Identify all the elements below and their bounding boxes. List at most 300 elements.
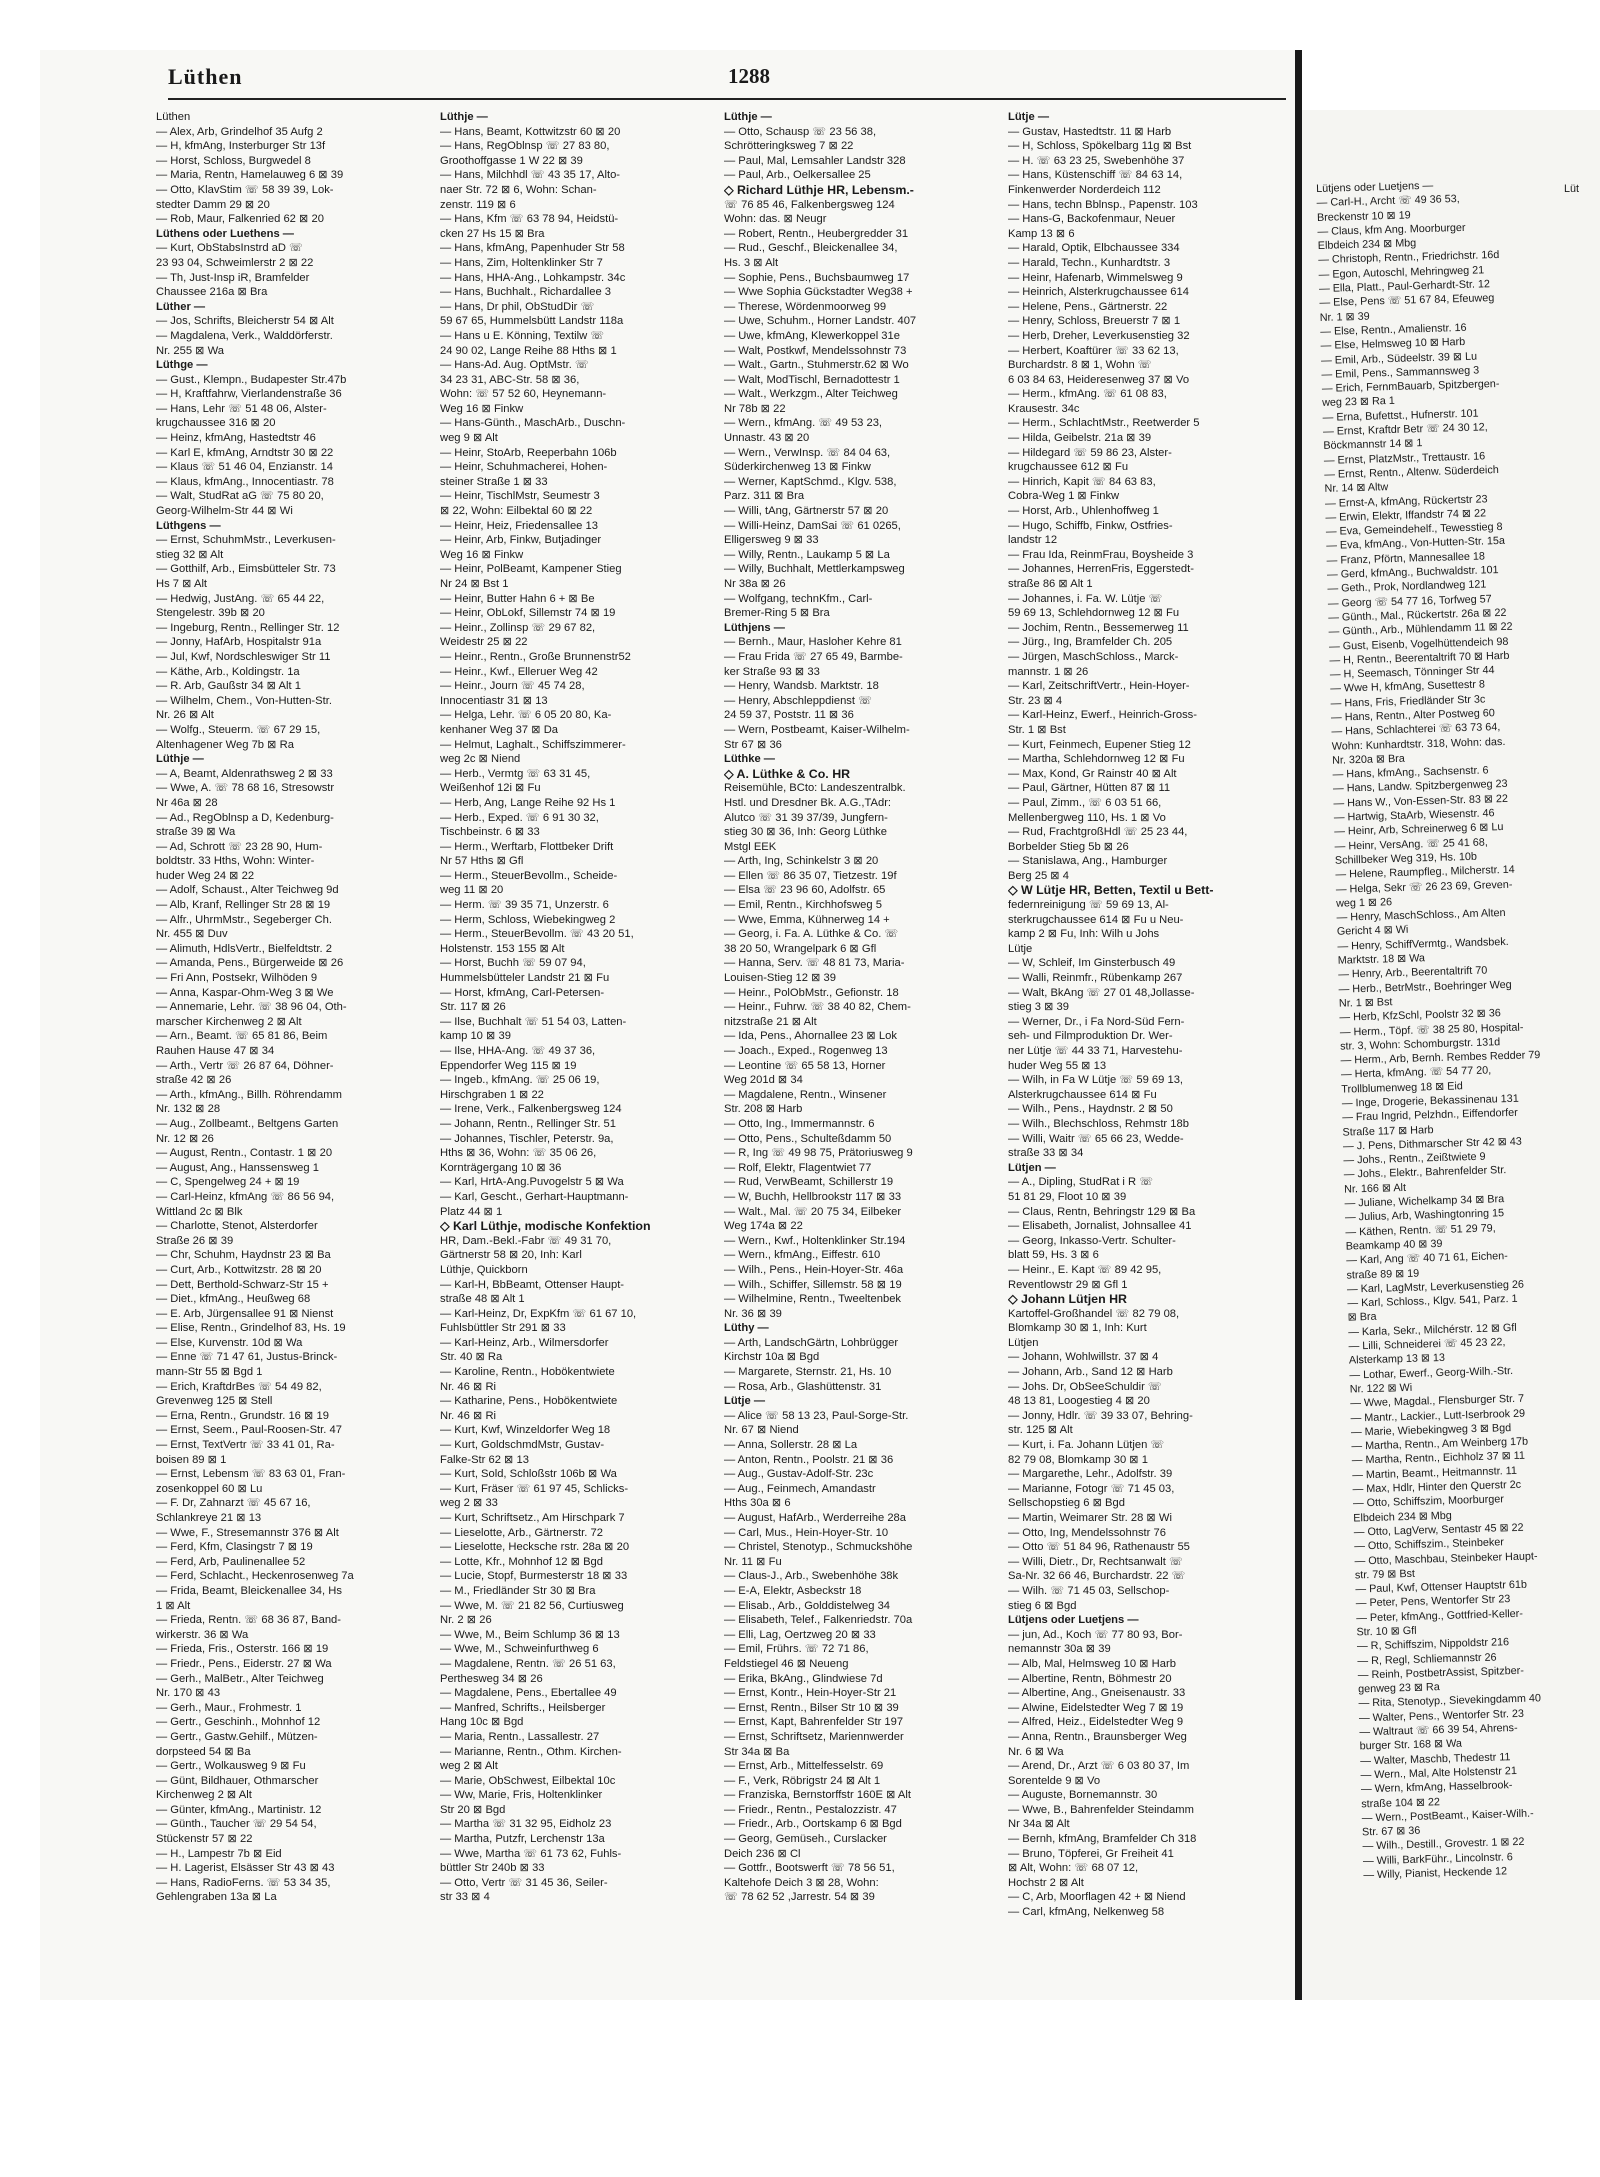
- directory-entry: — Gerh., Maur., Frohmestr. 1: [156, 1701, 302, 1714]
- surname-heading: Lüthje —: [440, 111, 488, 123]
- directory-entry: — Wwe, M., Beim Schlump 36 ⊠ 13: [440, 1628, 620, 1641]
- directory-entry: — Ernst, SchuhmMstr., Leverkusen-: [156, 534, 336, 547]
- surname-heading: Lüthje —: [156, 753, 204, 766]
- directory-entry: — Eva, Gemeindehelf., Tewesstieg 8: [1325, 521, 1503, 538]
- directory-entry: — Willi, tAng, Gärtnerstr 57 ⊠ 20: [724, 505, 889, 518]
- directory-entry: — Eva, kfmAng., Von-Hutten-Str. 15a: [1326, 535, 1506, 553]
- directory-entry: — Ernst, Rentn., Altenw. Süderdeich: [1324, 463, 1499, 481]
- directory-entry: — Otto, Pens., Schulteßdamm 50: [724, 1132, 892, 1145]
- directory-entry: — Heinz, kfmAng, Hastedtstr 46: [156, 432, 316, 445]
- directory-entry: — Erika, BkAng., Glindwiese 7d: [724, 1672, 883, 1685]
- firm-entry: ◇ W Lütje HR, Betten, Textil u Bett-: [1008, 883, 1214, 898]
- surname-heading: Lüthy —: [724, 1322, 769, 1335]
- directory-entry: cken 27 Hs 15 ⊠ Bra: [440, 227, 545, 240]
- directory-entry: — Enne ☏ 71 47 61, Justus-Brinck-: [156, 1351, 338, 1364]
- directory-entry: 48 13 81, Loogestieg 4 ⊠ 20: [1008, 1395, 1150, 1408]
- directory-entry: weg 2 ⊠ 33: [440, 1497, 498, 1510]
- directory-entry: — Friedr., Arb., Oortskamp 6 ⊠ Bgd: [724, 1818, 902, 1831]
- directory-entry: — Ferd, Arb, Paulinenallee 52: [156, 1555, 306, 1568]
- directory-entry: straße 104 ⊠ 22: [1361, 1795, 1441, 1810]
- directory-entry: — Johann, Rentn., Rellinger Str. 51: [440, 1117, 616, 1130]
- directory-entry: — August, HafArb., Werderreihe 28a: [724, 1512, 906, 1524]
- directory-entry: Lüt: [1564, 183, 1580, 195]
- directory-entry: — Emil, Rentn., Kirchhofsweg 5: [724, 899, 882, 912]
- directory-entry: Eppendorfer Weg 115 ⊠ 19: [440, 1059, 577, 1072]
- directory-entry: Str. 67 ⊠ 36: [1361, 1824, 1421, 1839]
- directory-entry: — Horst, Arb., Uhlenhoffweg 1: [1008, 505, 1159, 518]
- directory-entry: — Herm., Töpf. ☏ 38 25 80, Hospital-: [1339, 1021, 1524, 1039]
- directory-entry: — Ellen ☏ 86 35 07, Tietzestr. 19f: [724, 869, 897, 882]
- directory-entry: — Günter, kfmAng., Martinistr. 12: [156, 1803, 322, 1816]
- directory-entry: — Hans, Rentn., Alter Postweg 60: [1330, 707, 1495, 724]
- directory-entry: — Johann, Wohlwillstr. 37 ⊠ 4: [1008, 1351, 1159, 1364]
- directory-entry: — Karl-Heinz, Ewerf., Heinrich-Gross-: [1008, 709, 1197, 722]
- directory-entry: — Hans-Günth., MaschArb., Duschn-: [440, 417, 626, 430]
- directory-entry: stieg 30 ⊠ 36, Inh: Georg Lüthke: [724, 826, 887, 839]
- directory-entry: — Friedr., Rentn., Pestalozzistr. 47: [724, 1803, 897, 1816]
- directory-entry: Georg-Wilhelm-Str 44 ⊠ Wi: [156, 505, 293, 518]
- directory-entry: Wittland 2c ⊠ Blk: [156, 1205, 243, 1218]
- directory-entry: Unnastr. 43 ⊠ 20: [724, 432, 810, 445]
- directory-entry: — Alimuth, HdlsVertr., Bielfeldtstr. 2: [156, 942, 332, 955]
- directory-entry: — Emil, Frührs. ☏ 72 71 86,: [724, 1643, 869, 1656]
- directory-entry: — Jos, Schrifts, Bleicherstr 54 ⊠ Alt: [156, 315, 334, 328]
- directory-entry: — Arth, Ing, Schinkelstr 3 ⊠ 20: [724, 855, 879, 868]
- directory-entry: — Wwe, Magdal., Flensburger Str. 7: [1349, 1392, 1525, 1410]
- directory-entry: — Klaus ☏ 51 46 04, Enzianstr. 14: [156, 461, 333, 474]
- directory-entry: — Inge, Drogerie, Bekassinenau 131: [1341, 1092, 1519, 1110]
- directory-entry: zenstr. 119 ⊠ 6: [440, 198, 516, 211]
- directory-entry: — Otto, Schausp ☏ 23 56 38,: [724, 125, 877, 138]
- directory-entry: — Geth., Prok, Nordlandweg 121: [1327, 578, 1487, 596]
- directory-entry: Weg 16 ⊠ Finkw: [440, 402, 524, 415]
- directory-entry: Alsterkrugchaussee 614 ⊠ Fu: [1008, 1088, 1157, 1101]
- directory-entry: — Carl, Mus., Hein-Hoyer-Str. 10: [724, 1526, 889, 1539]
- directory-entry: — Walt., Werkzgm., Alter Teichweg: [724, 388, 898, 401]
- directory-entry: Nr. 320a ⊠ Bra: [1331, 752, 1405, 767]
- directory-entry: Nr. 46 ⊠ Ri: [440, 1409, 497, 1422]
- directory-entry: — Th, Just-Insp iR, Bramfelder: [156, 271, 310, 284]
- directory-entry: Feldstiegel 46 ⊠ Neueng: [724, 1657, 849, 1670]
- directory-entry: — Claus, Rentn, Behringstr 129 ⊠ Ba: [1008, 1205, 1196, 1218]
- directory-entry: Hirschgraben 1 ⊠ 22: [440, 1088, 544, 1101]
- directory-entry: — Wwe Sophia Gückstadter Weg38 +: [724, 286, 913, 299]
- directory-entry: — Wwe H, kfmAng, Susettestr 8: [1329, 678, 1486, 696]
- directory-entry: Louisen-Stieg 12 ⊠ 39: [724, 972, 837, 985]
- directory-entry: — Gertr., Gastw.Gehilf., Mützen-: [156, 1730, 318, 1743]
- directory-entry: — Jonny, Hdlr. ☏ 39 33 07, Behring-: [1008, 1409, 1193, 1422]
- directory-entry: — Gertr., Geschinh., Mohnhof 12: [156, 1716, 321, 1729]
- directory-entry: — Max, Kond, Gr Rainstr 40 ⊠ Alt: [1008, 767, 1177, 780]
- directory-entry: Altenhagener Weg 7b ⊠ Ra: [156, 738, 294, 751]
- directory-entry: — H, Kraftfahrw, Vierlandenstraße 36: [156, 388, 342, 401]
- directory-entry: Falke-Str 62 ⊠ 13: [440, 1453, 529, 1466]
- directory-entry: büttler Str 240b ⊠ 33: [440, 1862, 545, 1875]
- directory-entry: Nr. 14 ⊠ Altw: [1324, 481, 1389, 496]
- directory-entry: — Heinr, Schuhmacherei, Hohen-: [440, 461, 608, 474]
- directory-entry: — Günth., Mal., Rückertstr. 26a ⊠ 22: [1328, 606, 1507, 624]
- directory-entry: — Horst, kfmAng, Carl-Petersen-: [440, 986, 605, 999]
- directory-entry: federnreinigung ☏ 59 69 13, Al-: [1008, 899, 1169, 912]
- directory-entry: — Georg ☏ 54 77 16, Torfweg 57: [1327, 592, 1492, 610]
- directory-entry: — Lucie, Stopf, Burmesterstr 18 ⊠ 33: [440, 1570, 628, 1583]
- directory-entry: — Rolf, Elektr, Flagentwiet 77: [724, 1161, 872, 1174]
- directory-entry: — Anna, Sollerstr. 28 ⊠ La: [724, 1439, 858, 1452]
- directory-entry: ☏ 78 62 52 ,Jarrestr. 54 ⊠ 39: [724, 1891, 875, 1904]
- directory-entry: — Willy, Rentn., Laukamp 5 ⊠ La: [724, 548, 890, 561]
- directory-entry: — Franziska, Bernstorffstr 160E ⊠ Alt: [724, 1789, 911, 1802]
- directory-entry: — Otto, Maschbau, Steinbeker Haupt-: [1354, 1549, 1538, 1567]
- directory-entry: — Martha, Putzfr, Lerchenstr 13a: [440, 1833, 605, 1846]
- directory-entry: — Heinr, VersAng. ☏ 25 41 68,: [1334, 836, 1489, 853]
- directory-entry: marscher Kirchenweg 2 ⊠ Alt: [156, 1015, 302, 1028]
- surname-heading: Lüthens oder Luethens —: [156, 227, 294, 240]
- directory-entry: — Aug., Feinmech, Amandastr: [724, 1482, 876, 1495]
- directory-entry: — Werner, KaptSchmd., Klgv. 538,: [724, 475, 897, 488]
- directory-entry: — Frieda, Fris., Osterstr. 166 ⊠ 19: [156, 1643, 329, 1656]
- directory-entry: — Hans-Ad. Aug. OptMstr. ☏: [440, 359, 589, 372]
- directory-entry: ☏ 76 85 46, Falkenbergsweg 124: [724, 198, 895, 211]
- directory-entry: — Uwe, Schuhm., Horner Landstr. 407: [724, 315, 917, 328]
- directory-entry: Lütje: [1008, 942, 1033, 955]
- directory-entry: Böckmannstr 14 ⊠ 1: [1323, 437, 1423, 453]
- directory-entry: straße 89 ⊠ 19: [1346, 1267, 1420, 1282]
- directory-entry: huder Weg 24 ⊠ 22: [156, 869, 255, 882]
- running-head: Lüthen: [168, 64, 243, 89]
- firm-entry: ◇ Richard Lüthje HR, Lebensm.-: [724, 182, 914, 197]
- directory-entry: — Therese, Wördenmoorweg 99: [724, 300, 887, 313]
- directory-entry: — Karoline, Rentn., Hobökentwiete: [440, 1366, 615, 1379]
- directory-entry: Str 20 ⊠ Bgd: [440, 1803, 506, 1816]
- directory-entry: kamp 10 ⊠ 39: [440, 1030, 511, 1043]
- directory-entry: Rauhen Hause 47 ⊠ 34: [156, 1045, 275, 1057]
- facing-page-edge: [1302, 110, 1600, 2000]
- directory-entry: — A., Dipling, StudRat i R ☏: [1008, 1176, 1154, 1189]
- directory-entry: — Ernst, Seem., Paul-Roosen-Str. 47: [156, 1424, 342, 1437]
- directory-entry: weg 2 ⊠ Alt: [440, 1760, 498, 1773]
- directory-entry: — Herbert, Koaftürer ☏ 33 62 13,: [1008, 344, 1179, 357]
- directory-entry: — Alice ☏ 58 13 23, Paul-Sorge-Str.: [724, 1409, 909, 1422]
- surname-heading: Lüthge —: [156, 359, 208, 372]
- directory-entry: Nr. 1 ⊠ 39: [1319, 310, 1370, 324]
- directory-entry: Nr. 170 ⊠ 43: [156, 1687, 221, 1700]
- directory-entry: — Herm., SteuerBevollm., Scheide-: [440, 869, 618, 882]
- directory-entry: — Ilse, Buchhalt ☏ 51 54 03, Latten-: [440, 1015, 627, 1028]
- directory-entry: Hang 10c ⊠ Bgd: [440, 1716, 524, 1729]
- directory-entry: — Otto, Ing., Immermannstr. 6: [724, 1117, 875, 1130]
- directory-entry: — Heinr., Journ ☏ 45 74 28,: [440, 680, 585, 693]
- directory-entry: — Irene, Verk., Falkenbergsweg 124: [440, 1103, 622, 1116]
- directory-entry: — Heinr, Arb, Finkw, Butjadinger: [440, 534, 602, 547]
- directory-entry: Holstenstr. 153 155 ⊠ Alt: [440, 942, 565, 955]
- surname-heading: Lütjen —: [1008, 1161, 1056, 1174]
- directory-entry: — Wilhelm, Chem., Von-Hutten-Str.: [156, 694, 332, 707]
- directory-entry: — Karla, Sekr., Milchérstr. 12 ⊠ Gfl: [1347, 1321, 1517, 1339]
- directory-entry: — Chr, Schuhm, Haydnstr 23 ⊠ Ba: [156, 1249, 331, 1262]
- directory-entry: — Walli, Reinmfr., Rübenkamp 267: [1008, 972, 1183, 985]
- directory-entry: — Wern, kfmAng, Hasselbrook-: [1360, 1779, 1513, 1796]
- directory-entry: — Hans, Zim, Holtenklinker Str 7: [440, 256, 603, 269]
- directory-entry: — Hans, techn Bblnsp., Papenstr. 103: [1008, 198, 1198, 211]
- header-rule: [168, 98, 1286, 100]
- directory-entry: — Ella, Platt., Paul-Gerhardt-Str. 12: [1318, 278, 1491, 296]
- directory-entry: — Dett, Berthold-Schwarz-Str 15 +: [156, 1278, 329, 1291]
- directory-entry: — Hans, Schlachterei ☏ 63 73 64,: [1331, 721, 1501, 739]
- directory-entry: — Kurt, ObStabsInstrd aD ☏: [156, 242, 304, 255]
- directory-entry: — Elli, Lag, Oertzweg 20 ⊠ 33: [724, 1628, 876, 1641]
- directory-entry: — Kurt, Fräser ☏ 61 97 45, Schlicks-: [440, 1482, 629, 1495]
- directory-entry: — Paul, Arb., Oelkersallee 25: [724, 169, 871, 182]
- directory-entry: — Käthe, Arb., Koldingstr. 1a: [156, 665, 300, 678]
- directory-entry: — Henry, Abschleppdienst ☏: [724, 694, 873, 707]
- directory-entry: — Wwe, B., Bahrenfelder Steindamm: [1008, 1803, 1194, 1816]
- directory-entry: mann-Str 55 ⊠ Bgd 1: [156, 1366, 263, 1379]
- directory-entry: Reventlowstr 29 ⊠ Gfl 1: [1008, 1278, 1128, 1291]
- directory-entry: — Curt, Arb., Kottwitzstr. 28 ⊠ 20: [156, 1263, 322, 1276]
- directory-entry: — Helmut, Laghalt., Schiffszimmerer-: [440, 738, 626, 751]
- directory-entry: — Otto, LagVerw, Sentastr 45 ⊠ 22: [1353, 1521, 1524, 1539]
- directory-entry: — Christoph, Rentn., Friedrichstr. 16d: [1318, 249, 1500, 267]
- directory-entry: — Joach., Exped., Rogenweg 13: [724, 1045, 888, 1057]
- directory-entry: HR, Dam.-Bekl.-Fabr ☏ 49 31 70,: [440, 1234, 612, 1247]
- directory-entry: — Marie, ObSchwest, Eilbektal 10c: [440, 1774, 616, 1787]
- directory-entry: — Walter, Pens., Wentorfer Str. 23: [1358, 1707, 1525, 1725]
- directory-entry: Kirchstr 10a ⊠ Bgd: [724, 1351, 820, 1364]
- surname-heading: Lüthke —: [724, 753, 775, 766]
- directory-entry: Str. 10 ⊠ Gfl: [1356, 1624, 1417, 1639]
- directory-entry: — Frau Ingrid, Pelzhdn., Eiffendorfer: [1341, 1107, 1518, 1124]
- directory-entry: stieg 3 ⊠ 39: [1008, 1001, 1069, 1014]
- directory-entry: weg 11 ⊠ 20: [440, 884, 504, 897]
- directory-entry: Hs. 3 ⊠ Alt: [724, 256, 779, 269]
- directory-entry: — Carl-H., Archt ☏ 49 36 53,: [1316, 193, 1460, 210]
- directory-entry: — Hartwig, StaArb, Wiesenstr. 46: [1333, 807, 1495, 824]
- directory-entry: Borbelder Stieg 5b ⊠ 26: [1008, 840, 1129, 853]
- directory-entry: Str. 40 ⊠ Ra: [440, 1351, 503, 1364]
- directory-entry: — Gerd, kfmAng., Buchwaldstr. 101: [1326, 564, 1499, 581]
- directory-entry: straße 86 ⊠ Alt 1: [1008, 578, 1093, 590]
- directory-entry: — Erich, FernmBauarb, Spitzbergen-: [1321, 378, 1500, 396]
- directory-entry: — Martha, Rentn., Eichholz 37 ⊠ 11: [1351, 1450, 1526, 1467]
- directory-entry: Süderkirchenweg 13 ⊠ Finkw: [724, 461, 871, 474]
- directory-entry: — Herb., BetrMstr., Boehringer Weg: [1338, 978, 1512, 996]
- directory-entry: — Arn., Beamt. ☏ 65 81 86, Beim: [156, 1030, 328, 1043]
- directory-entry: — Gustav, Hastedtstr. 11 ⊠ Harb: [1008, 125, 1172, 138]
- directory-entry: — Reinh, PostbetrAssist, Spitzber-: [1357, 1664, 1525, 1682]
- directory-entry: — Herm., Arb, Bernh. Rembes Redder 79: [1340, 1049, 1541, 1067]
- directory-entry: — Herm., kfmAng. ☏ 61 08 83,: [1008, 388, 1167, 401]
- directory-entry: — Rob, Maur, Falkenried 62 ⊠ 20: [156, 213, 324, 226]
- directory-entry: — Hans, RegOblnsp ☏ 27 83 80,: [440, 140, 610, 153]
- directory-entry: — Kurt, i. Fa. Johann Lütjen ☏: [1008, 1439, 1165, 1452]
- directory-entry: — Mantr., Lackier., Lutt-Iserbrook 29: [1350, 1407, 1526, 1425]
- directory-columns: [156, 110, 1291, 1990]
- directory-entry: — W, Buchh, Hellbrookstr 117 ⊠ 33: [724, 1190, 902, 1203]
- directory-entry: — Arth, LandschGärtn, Lohbrügger: [724, 1336, 899, 1349]
- directory-entry: Trollblumenweg 18 ⊠ Eid: [1341, 1079, 1463, 1096]
- page-header: [168, 64, 1286, 94]
- directory-entry: Fuhlsbüttler Str 291 ⊠ 33: [440, 1322, 566, 1335]
- directory-entry: — Henry, Schloss, Breuerstr 7 ⊠ 1: [1008, 315, 1181, 328]
- directory-entry: Kirchenweg 2 ⊠ Alt: [156, 1789, 252, 1802]
- directory-entry: — Karl-H, BbBeamt, Ottenser Haupt-: [440, 1278, 625, 1291]
- directory-entry: — Heinr, TischlMstr, Seumestr 3: [440, 490, 600, 503]
- directory-entry: Straße 117 ⊠ Harb: [1342, 1123, 1434, 1139]
- directory-entry: nitzstraße 21 ⊠ Alt: [724, 1015, 817, 1028]
- firm-entry: ◇ Karl Lüthje, modische Konfektion: [440, 1219, 651, 1234]
- directory-entry: — H. Lagerist, Elsässer Str 43 ⊠ 43: [156, 1862, 335, 1875]
- directory-entry: Nr. 67 ⊠ Niend: [724, 1424, 799, 1437]
- directory-entry: Nr. 11 ⊠ Fu: [724, 1555, 782, 1568]
- directory-entry: — Rud., Geschf., Bleickenallee 34,: [724, 242, 898, 255]
- directory-entry: — Bruno, Töpferei, Gr Freiheit 41: [1008, 1847, 1174, 1860]
- directory-entry: — Werner, Dr., i Fa Nord-Süd Fern-: [1008, 1015, 1185, 1028]
- directory-entry: — Ernst, Rentn., Bilser Str 10 ⊠ 39: [724, 1701, 899, 1714]
- directory-entry: Nr. 12 ⊠ 26: [156, 1132, 214, 1145]
- directory-entry: — H, Schloss, Spökelbarg 11g ⊠ Bst: [1008, 140, 1192, 153]
- directory-entry: — Helene, Raumpfleg., Milcherstr. 14: [1335, 863, 1515, 881]
- directory-entry: — Henry, Arb., Beerentaltrift 70: [1337, 964, 1488, 982]
- directory-entry: — Ernst, Kraftdr Betr ☏ 24 30 12,: [1322, 421, 1488, 438]
- directory-entry: — Frida, Beamt, Bleickenallee 34, Hs: [156, 1584, 342, 1597]
- directory-entry: Tischbeinstr. 6 ⊠ 33: [440, 826, 540, 839]
- directory-entry: landstr 12: [1008, 534, 1058, 547]
- directory-entry: straße 39 ⊠ Wa: [156, 826, 236, 839]
- directory-entry: Nr 38a ⊠ 26: [724, 578, 786, 590]
- directory-entry: — Claus, kfm Ang. Moorburger: [1317, 221, 1466, 238]
- directory-entry: — R, Ing ☏ 49 98 75, Prätoriusweg 9: [724, 1147, 913, 1160]
- directory-entry: Kamp 13 ⊠ 6: [1008, 227, 1075, 240]
- directory-entry: kenhaner Weg 37 ⊠ Da: [440, 723, 559, 736]
- directory-entry: Nr. 166 ⊠ Alt: [1343, 1181, 1407, 1196]
- directory-entry: Alutco ☏ 31 39 37/39, Jungfern-: [724, 811, 888, 824]
- directory-entry: — Hans u E. Könning, Textilw ☏: [440, 329, 605, 342]
- directory-entry: — C, Arb, Moorflagen 42 + ⊠ Niend: [1008, 1891, 1186, 1904]
- directory-entry: Str. 208 ⊠ Harb: [724, 1103, 803, 1116]
- directory-entry: — Adolf, Schaust., Alter Teichweg 9d: [156, 884, 339, 897]
- directory-entry: — Marianne, Fotogr ☏ 71 45 03,: [1008, 1482, 1175, 1495]
- directory-entry: — Walt., Gartn., Stuhmerstr.62 ⊠ Wo: [724, 359, 909, 372]
- directory-entry: — Franz, Pförtn, Mannesallee 18: [1326, 550, 1486, 567]
- directory-entry: — Heinr., Zollinsp ☏ 29 67 82,: [440, 621, 596, 634]
- directory-entry: Schrötteringksweg 7 ⊠ 22: [724, 140, 854, 153]
- directory-entry: Weißenhof 12i ⊠ Fu: [440, 782, 541, 795]
- directory-entry: ⊠ 22, Wohn: Eilbektal 60 ⊠ 22: [440, 505, 593, 518]
- directory-entry: Lütjen: [1008, 1336, 1039, 1349]
- directory-entry: — Hans, Buchhalt., Richardallee 3: [440, 286, 612, 299]
- directory-entry: 38 20 50, Wrangelpark 6 ⊠ Gfl: [724, 942, 877, 955]
- directory-entry: weg 23 ⊠ Ra 1: [1322, 395, 1395, 410]
- directory-entry: — Heinr, Arb, Schreinerweg 6 ⊠ Lu: [1333, 821, 1504, 839]
- surname-heading: Lütjens oder Luetjens —: [1008, 1614, 1139, 1627]
- directory-entry: Hstl. und Dresdner Bk. A.G.,TAdr:: [724, 796, 892, 809]
- directory-entry: — Lotte, Kfr., Mohnhof 12 ⊠ Bgd: [440, 1555, 603, 1568]
- directory-entry: Lüthen: [156, 111, 191, 123]
- directory-entry: — Charlotte, Stenot, Alsterdorfer: [156, 1220, 318, 1233]
- directory-entry: — Walt, ModTischl, Bernadottestr 1: [724, 373, 900, 386]
- directory-entry: Nr 24 ⊠ Bst 1: [440, 578, 509, 590]
- directory-entry: Str. 1 ⊠ Bst: [1008, 723, 1066, 736]
- directory-entry: Str 34a ⊠ Ba: [724, 1745, 790, 1758]
- directory-entry: — Paul, Mal, Lemsahler Landstr 328: [724, 154, 906, 167]
- directory-entry: — Günt, Bildhauer, Othmarscher: [156, 1774, 319, 1787]
- directory-entry: — Elise, Rentn., Grindelhof 83, Hs. 19: [156, 1322, 346, 1335]
- directory-entry: — Johs., Rentn., Zeißtwiete 9: [1343, 1150, 1486, 1167]
- directory-entry: — Paul, Gärtner, Hütten 87 ⊠ 11: [1008, 782, 1171, 795]
- directory-entry: — Herm. ☏ 39 35 71, Unzerstr. 6: [440, 899, 609, 912]
- directory-column-2: [440, 110, 712, 1990]
- directory-entry: — Manfred, Schrifts., Heilsberger: [440, 1701, 606, 1714]
- directory-entry: — Hilda, Geibelstr. 21a ⊠ 39: [1008, 432, 1152, 445]
- directory-entry: — Maria, Rentn., Lassallestr. 27: [440, 1730, 600, 1743]
- directory-entry: — Ingeb., kfmAng. ☏ 25 06 19,: [440, 1074, 600, 1087]
- directory-entry: — Erna, Bufettst., Hufnerstr. 101: [1322, 407, 1479, 424]
- directory-entry: — Wilh., Schiffer, Sillemstr. 58 ⊠ 19: [724, 1278, 902, 1291]
- directory-entry: — Herb., Vermtg ☏ 63 31 45,: [440, 767, 591, 780]
- directory-entry: — Marianne, Rentn., Othm. Kirchen-: [440, 1745, 622, 1758]
- directory-entry: — Max, Hdlr, Hinter den Querstr 2c: [1352, 1478, 1522, 1496]
- directory-entry: — Karl, Schloss., Klgv. 541, Parz. 1: [1347, 1292, 1518, 1310]
- directory-entry: — F., Verk, Röbrigstr 24 ⊠ Alt 1: [724, 1774, 881, 1787]
- directory-entry: — Jul, Kwf, Nordschleswiger Str 11: [156, 650, 331, 663]
- directory-entry: — Ernst, Lebensm ☏ 83 63 01, Fran-: [156, 1468, 346, 1481]
- directory-entry: str. 125 ⊠ Alt: [1008, 1424, 1073, 1437]
- directory-entry: — Walt., Mal. ☏ 20 75 34, Eilbeker: [724, 1205, 902, 1218]
- directory-entry: — Heinr, ObLokf, Sillemstr 74 ⊠ 19: [440, 607, 616, 620]
- directory-entry: — Albertine, Rentn, Böhmestr 20: [1008, 1672, 1172, 1685]
- directory-entry: — Wilh., Destill., Grovestr. 1 ⊠ 22: [1362, 1836, 1525, 1853]
- directory-entry: Marktstr. 18 ⊠ Wa: [1337, 952, 1426, 967]
- directory-entry: — Ad, Schrott ☏ 23 28 90, Hum-: [156, 840, 323, 853]
- directory-entry: Elligersweg 9 ⊠ 33: [724, 534, 819, 547]
- directory-entry: — Johs., Elektr., Bahrenfelder Str.: [1343, 1164, 1507, 1182]
- directory-entry: — Herm., SchlachtMstr., Reetwerder 5: [1008, 417, 1200, 430]
- directory-entry: steiner Straße 1 ⊠ 33: [440, 475, 548, 488]
- directory-entry: — Ilse, HHA-Ang. ☏ 49 37 36,: [440, 1045, 596, 1057]
- directory-entry: — Paul, Zimm., ☏ 6 03 51 66,: [1008, 796, 1162, 809]
- directory-entry: — Wilh., Blechschloss, Rehmstr 18b: [1008, 1117, 1189, 1130]
- directory-entry: straße 48 ⊠ Alt 1: [440, 1293, 525, 1306]
- directory-entry: — Wern., VerwInsp. ☏ 84 04 63,: [724, 446, 891, 459]
- directory-entry: — Martha, Schlehdornweg 12 ⊠ Fu: [1008, 753, 1185, 766]
- directory-entry: — Heinrich, Alsterkrugchaussee 614: [1008, 286, 1189, 299]
- directory-entry: — Ernst, TextVertr ☏ 33 41 01, Ra-: [156, 1439, 335, 1452]
- directory-entry: Wohn: Kunhardtstr. 318, Wohn: das.: [1331, 735, 1506, 753]
- directory-entry: — Johannes, Tischler, Peterstr. 9a,: [440, 1132, 614, 1145]
- directory-entry: 1 ⊠ Alt: [156, 1599, 191, 1612]
- directory-entry: — Hans, Küstenschiff ☏ 84 63 14,: [1008, 169, 1183, 182]
- directory-entry: — H., Lampestr 7b ⊠ Eid: [156, 1847, 282, 1860]
- directory-entry: krugchaussee 612 ⊠ Fu: [1008, 461, 1129, 474]
- directory-entry: — Herta, kfmAng. ☏ 54 77 20,: [1340, 1064, 1492, 1082]
- directory-entry: — Johann, Arb., Sand 12 ⊠ Harb: [1008, 1366, 1173, 1379]
- directory-entry: — Heinr, PolBeamt, Kampener Stieg: [440, 563, 622, 576]
- directory-entry: — Robert, Rentn., Heubergredder 31: [724, 227, 909, 240]
- directory-entry: — Magdalene, Rentn., Winsener: [724, 1088, 887, 1101]
- directory-entry: — Hans, Kfm ☏ 63 78 94, Heidstü-: [440, 213, 619, 226]
- directory-entry: — Anton, Rentn., Poolstr. 21 ⊠ 36: [724, 1453, 894, 1466]
- directory-entry: — jun, Ad., Koch ☏ 77 80 93, Bor-: [1008, 1628, 1183, 1641]
- directory-entry: — Magdalene, Rentn. ☏ 26 51 63,: [440, 1657, 616, 1670]
- directory-entry: ker Straße 93 ⊠ 33: [724, 665, 820, 678]
- directory-entry: Burchardstr. 8 ⊠ 1, Wohn ☏: [1008, 359, 1152, 372]
- directory-entry: blatt 59, Hs. 3 ⊠ 6: [1008, 1249, 1099, 1262]
- directory-entry: — Ernst-A, kfmAng, Rückertstr 23: [1324, 492, 1488, 510]
- directory-entry: — Herb, KfzSchl, Poolstr 32 ⊠ 36: [1339, 1007, 1501, 1024]
- directory-entry: — Ernst, PlatzMstr., Trettaustr. 16: [1323, 450, 1486, 467]
- directory-entry: — Hans, RadioFerns. ☏ 53 34 35,: [156, 1876, 331, 1889]
- directory-entry: stieg 32 ⊠ Alt: [156, 548, 224, 561]
